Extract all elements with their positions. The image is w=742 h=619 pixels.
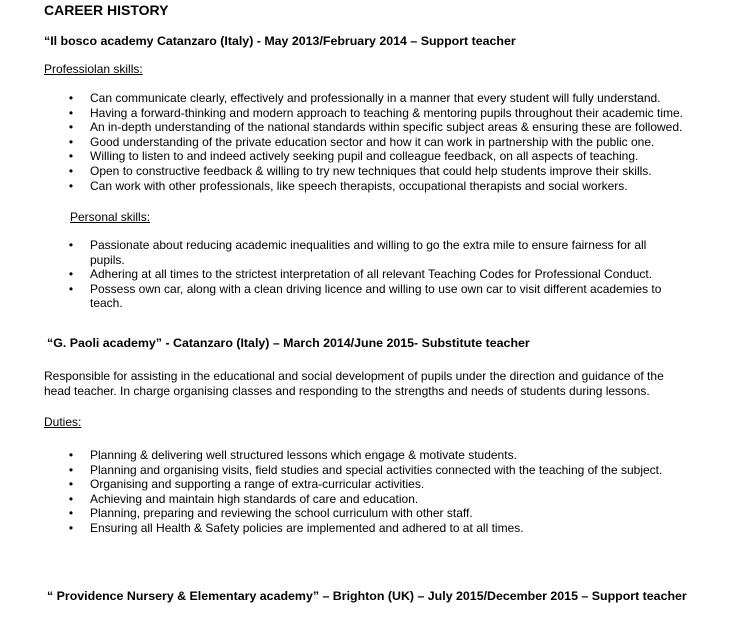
list-item [66, 463, 662, 478]
job-heading-1: “Il bosco academy Catanzaro (Italy) - May 2013/February 2014 – Support teacher [44, 34, 516, 48]
list-item [66, 91, 683, 106]
list-item [66, 267, 666, 282]
list-item [66, 477, 662, 492]
list-item [66, 149, 683, 164]
bullet-icon: • [68, 506, 74, 521]
bullet-icon: • [68, 267, 74, 282]
duties-label: Duties: [44, 415, 82, 429]
list-item [66, 506, 662, 521]
personal-skills-list [66, 238, 666, 311]
bullet-icon: • [68, 105, 74, 120]
list-item-text: Can communicate clearly, effectively and professionally in a manner that every student will fully understand. [90, 91, 661, 105]
list-item-text: Ensuring all Health & Safety policies are implemented and adhered to at all times. [90, 520, 524, 535]
bullet-icon: • [68, 238, 74, 252]
list-item-text: Planning and organising visits, field studies and special activities connected with the teaching of the subject. [90, 462, 663, 477]
duties-list [66, 448, 662, 536]
list-item [66, 135, 683, 150]
bullet-icon: • [68, 462, 74, 477]
list-item [66, 521, 662, 536]
list-item [66, 238, 666, 267]
bullet-icon: • [68, 120, 74, 135]
bullet-icon: • [68, 134, 74, 149]
list-item [66, 492, 662, 507]
list-item [66, 448, 662, 463]
list-item-text: Having a forward-thinking and modern approach to teaching & mentoring pupils throughout their academic time. [90, 105, 684, 120]
bullet-icon: • [68, 281, 74, 296]
list-item [66, 179, 683, 194]
bullet-icon: • [68, 178, 74, 193]
list-item-text: Adhering at all times to the strictest interpretation of all relevant Teaching Codes for Professional Conduct. [90, 267, 653, 282]
list-item [66, 120, 683, 135]
list-item-text: Achieving and maintain high standards of care and education. [90, 491, 419, 506]
job-heading-3: “ Providence Nursery & Elementary academy” – Brighton (UK) – July 2015/December 2015 – Support teacher [47, 589, 687, 603]
list-item-text: An in-depth understanding of the national standards within specific subject areas & ensuring these are followed. [90, 120, 683, 135]
bullet-icon: • [68, 520, 74, 535]
personal-skills-label: Personal skills: [70, 210, 151, 224]
bullet-icon: • [68, 91, 74, 105]
job-description-2: Responsible for assisting in the educational and social development of pupils under the direction and guidance of the head teacher. In charge organising classes and responding to the strengths and needs of students during lessons. [44, 369, 664, 399]
list-item-text: Can work with other professionals, like speech therapists, occupational therapists and social workers. [90, 178, 628, 193]
list-item [66, 282, 666, 311]
bullet-icon: • [68, 491, 74, 506]
bullet-icon: • [68, 163, 74, 178]
professional-skills-list [66, 91, 683, 193]
section-title: CAREER HISTORY [44, 2, 169, 18]
list-item-text: Planning & delivering well structured lessons which engage & motivate students. [90, 448, 517, 462]
bullet-icon: • [68, 477, 74, 492]
list-item-text: Open to constructive feedback & willing to try new techniques that could help students improve their skills. [90, 163, 652, 178]
list-item-text: Organising and supporting a range of extra-curricular activities. [90, 477, 425, 492]
professional-skills-label: Professiolan skills: [44, 62, 143, 76]
list-item-text: Willing to listen to and indeed actively seeking pupil and colleague feedback, on all aspects of teaching. [90, 149, 639, 164]
list-item-text: Planning, preparing and reviewing the school curriculum with other staff. [90, 506, 473, 521]
list-item-text: Possess own car, along with a clean driving licence and willing to use own car to visit different academies to teach. [90, 281, 662, 311]
bullet-icon: • [68, 149, 74, 164]
job-heading-2: “G. Paoli academy” - Catanzaro (Italy) – March 2014/June 2015- Substitute teacher [47, 336, 530, 350]
bullet-icon: • [68, 448, 74, 462]
list-item [66, 106, 683, 121]
list-item [66, 164, 683, 179]
list-item-text: Good understanding of the private education sector and how it can work in partnership with the public one. [90, 134, 655, 149]
list-item-text: Passionate about reducing academic inequalities and willing to go the extra mile to ensure fairness for all pupils. [90, 238, 647, 267]
